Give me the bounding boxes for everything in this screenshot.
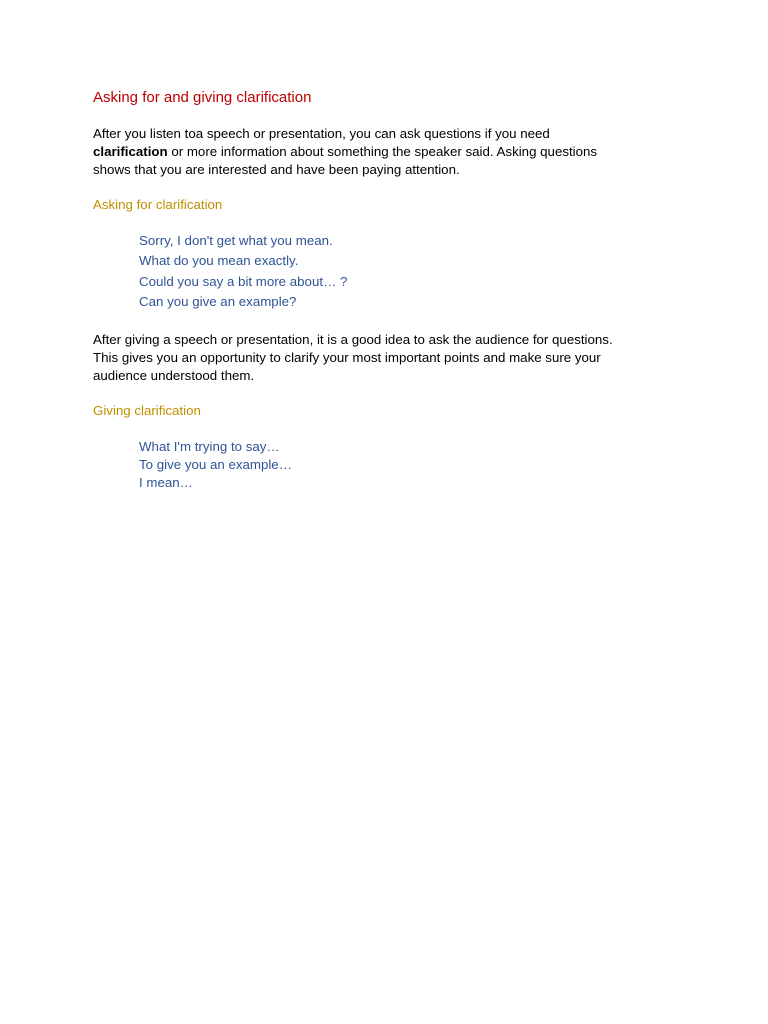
intro-text-part1: After you listen toa speech or presentation, you can ask questions if you need [93,126,550,141]
giving-phrase-list [139,438,292,491]
document-title: Asking for and giving clarification [93,89,312,106]
asking-phrase: Sorry, I don't get what you mean. [139,233,333,248]
asking-phrase: Can you give an example? [139,293,297,309]
giving-heading: Giving clarification [93,403,201,418]
intro-bold-term: clarification [93,144,168,160]
giving-phrase: I mean… [139,474,193,490]
intro-text-part2: or more information about something the speaker said. Asking questions shows that you are interested and have been paying attention. [93,144,598,178]
middle-paragraph: After giving a speech or presentation, it is a good idea to ask the audience for questions. This gives you an opportunity to clarify your most important points and make sure your audience understood them. [93,332,613,384]
giving-phrase: To give you an example… [139,456,292,472]
asking-heading: Asking for clarification [93,197,223,212]
asking-phrase: Could you say a bit more about… ? [139,273,348,289]
giving-phrase: What I'm trying to say… [139,439,280,454]
intro-paragraph [93,125,613,180]
asking-phrase: What do you mean exactly. [139,253,299,269]
asking-phrase-list [139,231,347,312]
